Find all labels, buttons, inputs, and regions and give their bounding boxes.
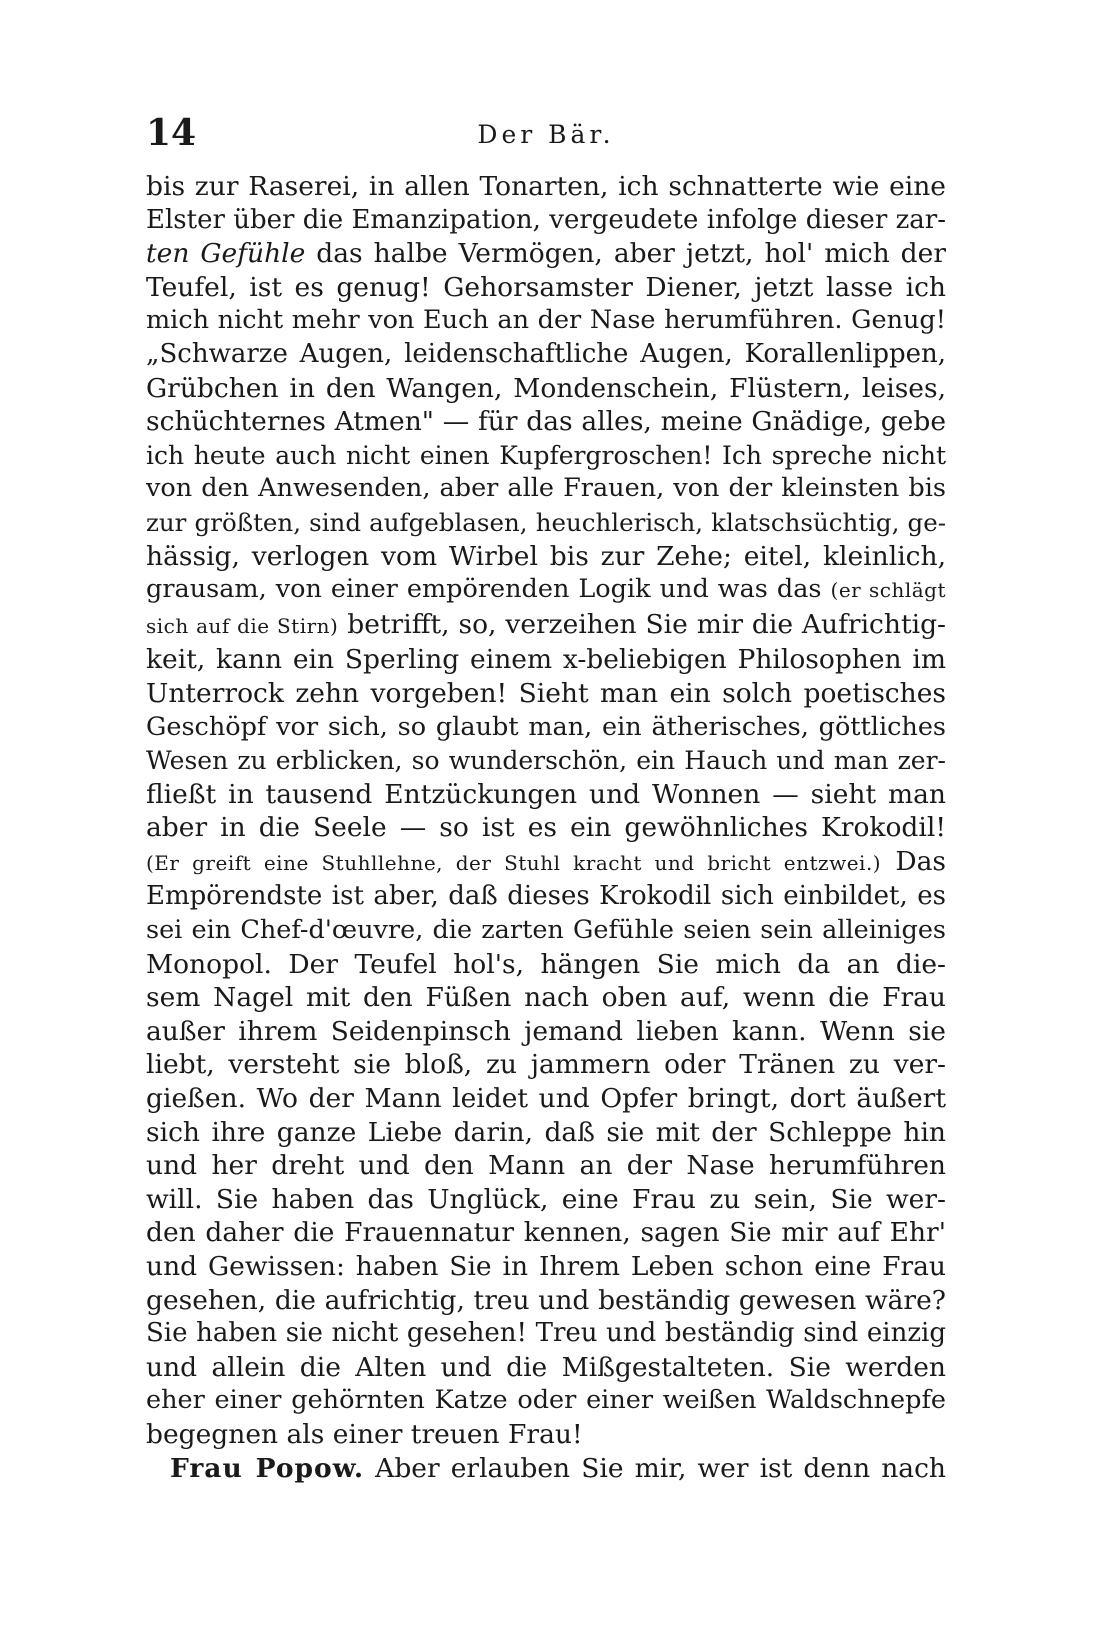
text-line: sei ein Chef-d'œuvre, die zarten Gefühle seien sein alleiniges: [146, 915, 946, 946]
text-line: will. Sie haben das Unglück, eine Frau zu sein, Sie wer-: [146, 1183, 946, 1215]
text-line: sem Nagel mit den Füßen nach oben auf, wenn die Frau: [146, 982, 946, 1014]
page-header: [146, 112, 946, 162]
speaker-name: Frau Popow.: [170, 1452, 365, 1484]
text-line: aber in die Seele — so ist es ein gewöhnliches Krokodil!: [146, 812, 946, 844]
text-line: zur größten, sind aufgeblasen, heuchlerisch, klatschsüchtig, ge-: [146, 507, 946, 537]
text-line: den daher die Frauennatur kennen, sagen Sie mir auf Ehr': [146, 1217, 946, 1249]
text-line: „Schwarze Augen, leidenschaftliche Augen, Korallenlippen,: [146, 338, 946, 369]
text-line: gesehen, die aufrichtig, treu und beständig gewesen wäre?: [146, 1284, 946, 1316]
text-line: und Gewissen: haben Sie in Ihrem Leben schon eine Frau: [146, 1251, 946, 1282]
text-line: mich nicht mehr von Euch an der Nase herumführen. Genug!: [146, 305, 946, 336]
stage-direction: sich auf die Stirn): [146, 613, 339, 638]
text-line: keit, kann ein Sperling einem x-beliebigen Philosophen im: [146, 644, 946, 676]
running-title: Der Bär.: [477, 120, 615, 149]
text-line: [146, 845, 946, 881]
text-line: hässig, verlogen vom Wirbel bis zur Zehe; eitel, kleinlich,: [146, 540, 946, 572]
text-line: schüchternes Atmen" — für das alles, meine Gnädige, gebe: [146, 406, 946, 438]
text-line: Sie haben sie nicht gesehen! Treu und beständig sind einzig: [146, 1318, 946, 1349]
text-line: Grübchen in den Wangen, Mondenschein, Flüstern, leises,: [146, 372, 946, 404]
text-line: von den Anwesenden, aber alle Frauen, von der kleinsten bis: [146, 473, 946, 504]
text-line: [146, 237, 946, 271]
text-line: außer ihrem Seidenpinsch jemand lieben kann. Wenn sie: [146, 1015, 946, 1047]
text-line: eher einer gehörnten Katze oder einer weißen Waldschnepfe: [146, 1385, 946, 1416]
text-run: das halbe Vermögen, aber jetzt, hol' mich der: [305, 238, 946, 270]
text-line: Wesen zu erblicken, so wunderschön, ein Hauch und man zer-: [146, 746, 946, 776]
text-line: bis zur Raserei, in allen Tonarten, ich schnatterte wie eine: [146, 171, 946, 202]
text-line: Elster über die Emanzipation, vergeudete infolge dieser zar-: [146, 204, 946, 235]
text-line: Unterrock zehn vorgeben! Sieht man ein solch poetisches: [146, 677, 946, 709]
text-line: begegnen als einer treuen Frau!: [146, 1418, 583, 1450]
text-line: Empörendste ist aber, daß dieses Krokodil sich einbildet, es: [146, 881, 946, 912]
text-line: Teufel, ist es genug! Gehorsamster Diener, jetzt lasse ich: [146, 271, 946, 303]
text-line: Geschöpf vor sich, so glaubt man, ein ätherisches, göttliches: [146, 711, 946, 742]
stage-direction: (er schlägt: [830, 578, 946, 603]
text-run: Aber erlauben Sie mir, wer ist denn nach: [364, 1452, 946, 1484]
emphasis: ten Gefühle: [146, 238, 306, 270]
text-line: liebt, versteht sie bloß, zu jammern oder Tränen zu ver-: [146, 1049, 946, 1081]
text-line: und her dreht und den Mann an der Nase herumführen: [146, 1150, 946, 1182]
text-run: Das: [881, 845, 946, 877]
text-line: fließt in tausend Entzückungen und Wonnen — sieht man: [146, 778, 946, 810]
text-line: ich heute auch nicht einen Kupfergroschen! Ich spreche nicht: [146, 440, 946, 470]
text-line: gießen. Wo der Mann leidet und Opfer bringt, dort äußert: [146, 1083, 946, 1115]
text-run: betrifft, so, verzeihen Sie mir die Aufrichtig-: [338, 608, 946, 640]
text-line: sich ihre ganze Liebe darin, daß sie mit der Schleppe hin: [146, 1116, 946, 1148]
body-text: [146, 170, 946, 1485]
stage-direction: (Er greift eine Stuhllehne, der Stuhl kracht und bricht entzwei.): [146, 850, 882, 875]
page-number: 14: [146, 112, 197, 154]
text-line: [146, 573, 946, 608]
text-line: Monopol. Der Teufel hol's, hängen Sie mich da an die-: [146, 948, 946, 980]
text-line: [146, 608, 946, 644]
text-line: [146, 1452, 946, 1486]
text-run: grausam, von einer empörenden Logik und was das: [146, 574, 831, 605]
text-line: und allein die Alten und die Mißgestalteten. Sie werden: [146, 1351, 946, 1383]
